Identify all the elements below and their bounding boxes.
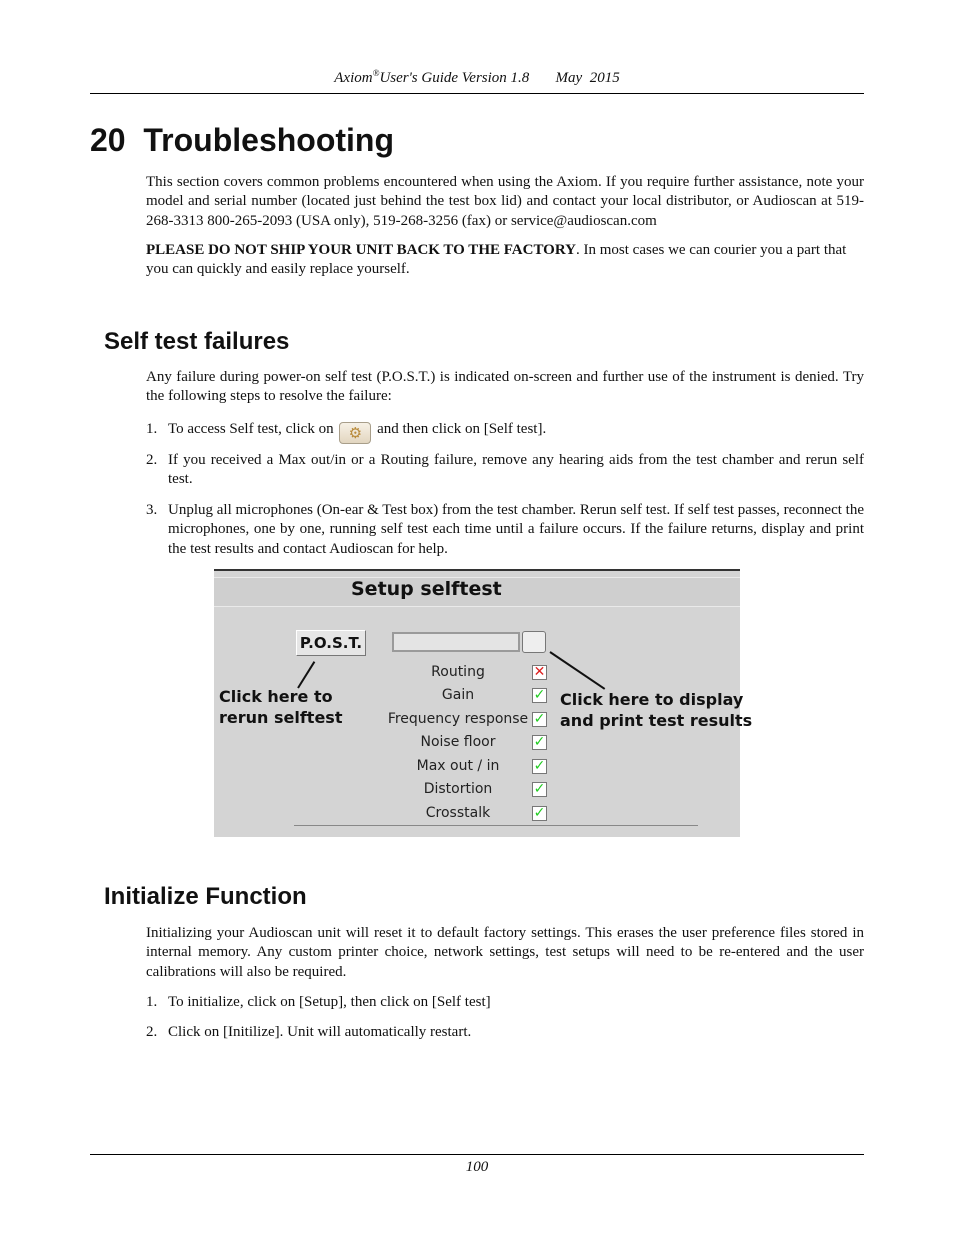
- callout-left: [219, 686, 342, 728]
- selftest-screenshot: [214, 569, 753, 837]
- header-rule: [90, 93, 864, 94]
- step-number: 1.: [146, 994, 158, 1010]
- selftest-progress-bar: [392, 632, 520, 652]
- test-label-distortion: Distortion: [423, 781, 493, 797]
- gear-icon[interactable]: ⚙: [339, 422, 371, 444]
- callout-arrow-left: [297, 661, 315, 688]
- pass-check-icon: ✓: [533, 734, 546, 750]
- step-text: To initialize, click on [Setup], then click on [Self test]: [168, 994, 491, 1010]
- initialize-heading: Initialize Function: [104, 883, 307, 910]
- test-label-crosstalk: Crosstalk: [425, 805, 491, 821]
- figure-top-border: [214, 569, 740, 571]
- pass-check-icon: ✓: [533, 711, 546, 727]
- step-text: Click on [Initilize]. Unit will automatically restart.: [168, 1024, 472, 1040]
- self-test-step-3: [146, 501, 864, 559]
- fail-x-icon: ✕: [533, 664, 546, 680]
- step-text: [168, 420, 864, 444]
- callout-right-line-2: and print test results: [560, 711, 753, 730]
- step-text: If you received a Max out/in or a Routing failure, remove any hearing aids from the test chamber and rerun self test.: [168, 452, 864, 488]
- product-name: Axiom: [334, 70, 373, 86]
- pass-check-icon: ✓: [533, 758, 546, 774]
- self-test-heading: Self test failures: [104, 328, 290, 355]
- intro-paragraph: This section covers common problems encountered when using the Axiom. If you require further assistance, note your model and serial number (located just behind the test box lid) and contact your local distributor, or Audioscan at 519-268-3313 800-265-2093 (USA only), 519-268-3256 (fax) or service@audioscan.com: [146, 174, 864, 229]
- step-text-before: To access Self test, click on: [168, 421, 334, 437]
- callout-arrow-right: [549, 651, 605, 690]
- pass-check-icon: ✓: [533, 781, 546, 797]
- pass-check-icon: ✓: [533, 687, 546, 703]
- registered-mark: ®: [372, 68, 380, 78]
- callout-left-line-1: Click here to: [219, 687, 333, 706]
- page-number: 100: [465, 1159, 489, 1175]
- callout-left-line-2: rerun selftest: [219, 708, 343, 727]
- warning-paragraph: [146, 241, 864, 280]
- test-label-max-out-in: Max out / in: [416, 758, 500, 774]
- test-label-gain: Gain: [441, 687, 475, 703]
- test-label-noise-floor: Noise floor: [420, 734, 496, 750]
- step-text-after: and then click on [Self test].: [377, 421, 547, 437]
- running-header: [90, 68, 864, 87]
- step-number: 3.: [146, 502, 158, 518]
- header-rest: User's Guide Version 1.8 May 2015: [379, 70, 620, 86]
- test-label-routing: Routing: [431, 664, 485, 680]
- callout-right-line-1: Click here to display: [560, 690, 744, 709]
- footer-rule: [90, 1154, 864, 1155]
- step-text: Unplug all microphones (On-ear & Test box) from the test chamber. Rerun self test. If self test passes, reconnect the microphones, one by one, running self test each time until a failure occurs. If the failure returns, display and print the test results and contact Audioscan for help.: [168, 502, 864, 557]
- test-label-frequency-response: Frequency response: [387, 711, 529, 727]
- chapter-title: 20 Troubleshooting: [90, 122, 395, 158]
- initialize-intro: Initializing your Audioscan unit will reset it to default factory settings. This erases the user preference files stored in internal memory. Any custom printer choice, network settings, test setups will need to be re-entered and the user calibrations will also be required.: [146, 925, 864, 980]
- callout-right: [560, 689, 752, 731]
- step-number: 2.: [146, 452, 158, 468]
- figure-title: Setup selftest: [351, 578, 502, 600]
- figure-bottom-rule: [294, 825, 698, 826]
- step-number: 1.: [146, 421, 158, 437]
- post-button[interactable]: P.O.S.T.: [296, 630, 366, 656]
- initialize-step-2: [146, 1023, 864, 1042]
- results-button[interactable]: [522, 631, 546, 653]
- self-test-step-2: [146, 451, 864, 490]
- self-test-step-1: [146, 420, 864, 444]
- self-test-intro: Any failure during power-on self test (P.O.S.T.) is indicated on-screen and further use of the instrument is denied. Try the following steps to resolve the failure:: [146, 369, 864, 405]
- warning-rest: . In most cases we can courier you a part that you can quickly and easily replace yourself.: [146, 242, 847, 278]
- step-number: 2.: [146, 1024, 158, 1040]
- pass-check-icon: ✓: [533, 805, 546, 821]
- warning-bold: PLEASE DO NOT SHIP YOUR UNIT BACK TO THE FACTORY: [146, 242, 576, 258]
- initialize-step-1: [146, 993, 864, 1012]
